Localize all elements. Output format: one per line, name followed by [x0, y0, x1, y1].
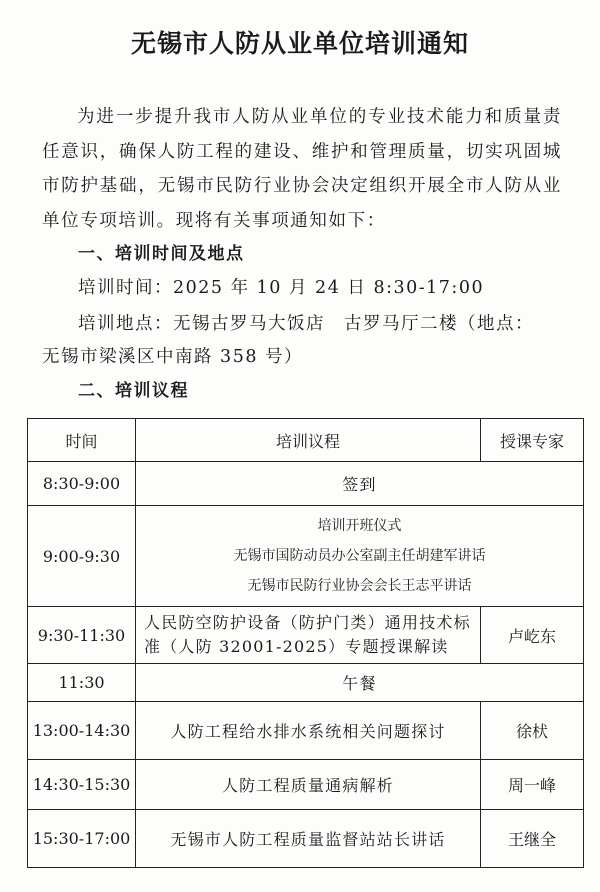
table-row: [28, 702, 584, 760]
agenda-line: 人民防空防护设备（防护门类）通用技术标: [144, 613, 471, 632]
row-time: 15:30-17:00: [28, 810, 136, 868]
row-time: 9:00-9:30: [28, 506, 136, 607]
table-row: [28, 810, 584, 868]
row-agenda: 人防工程质量通病解析: [136, 760, 481, 810]
row-time: 9:30-11:30: [28, 607, 136, 664]
section2-heading: 二、培训议程: [78, 381, 189, 401]
row-agenda: 午餐: [136, 664, 584, 702]
training-time: 培训时间：2025 年 10 月 24 日 8:30-17:00: [78, 278, 485, 298]
table-row: [28, 760, 584, 810]
agenda-line: 无锡市民防行业协会会长王志平讲话: [247, 578, 472, 594]
row-expert: 王继全: [481, 810, 584, 868]
row-time: 11:30: [28, 664, 136, 702]
row-time: 14:30-15:30: [28, 760, 136, 810]
row-expert: 周一峰: [481, 760, 584, 810]
row-agenda: [136, 607, 481, 664]
section1-heading: 一、培训时间及地点: [78, 244, 245, 264]
row-expert: 徐枤: [481, 702, 584, 760]
row-time: 13:00-14:30: [28, 702, 136, 760]
agenda-line: 准（人防 32001-2025）专题授课解读: [144, 637, 449, 656]
row-agenda: 签到: [136, 462, 584, 506]
agenda-table: [27, 418, 584, 868]
table-row: [28, 607, 584, 664]
header-expert: 授课专家: [481, 419, 584, 462]
header-agenda: 培训议程: [136, 419, 481, 462]
row-time: 8:30-9:00: [28, 462, 136, 506]
agenda-line: 培训开班仪式: [317, 518, 402, 534]
row-expert: 卢屹东: [481, 607, 584, 664]
row-agenda: [136, 506, 584, 607]
row-agenda: 人防工程给水排水系统相关问题探讨: [136, 702, 481, 760]
header-time: 时间: [28, 419, 136, 462]
table-row: [28, 462, 584, 506]
intro-paragraph: 为进一步提升我市人防从业单位的专业技术能力和质量责任意识，确保人防工程的建设、维护和管理质量，切实巩固城市防护基础，无锡市民防行业协会决定组织开展全市人防从业单位专项培训。现将有关事项通知如下：: [42, 107, 562, 231]
training-place-line1: 培训地点：无锡古罗马大饭店 古罗马厅二楼（地点：: [78, 314, 534, 334]
agenda-line: 无锡市国防动员办公室副主任胡建军讲话: [233, 548, 486, 564]
table-row: [28, 506, 584, 607]
table-row: [28, 664, 584, 702]
page-title: 无锡市人防从业单位培训通知: [130, 29, 469, 58]
training-place-line2: 无锡市梁溪区中南路 358 号）: [42, 347, 304, 367]
table-header-row: [28, 419, 584, 462]
row-agenda: 无锡市人防工程质量监督站站长讲话: [136, 810, 481, 868]
